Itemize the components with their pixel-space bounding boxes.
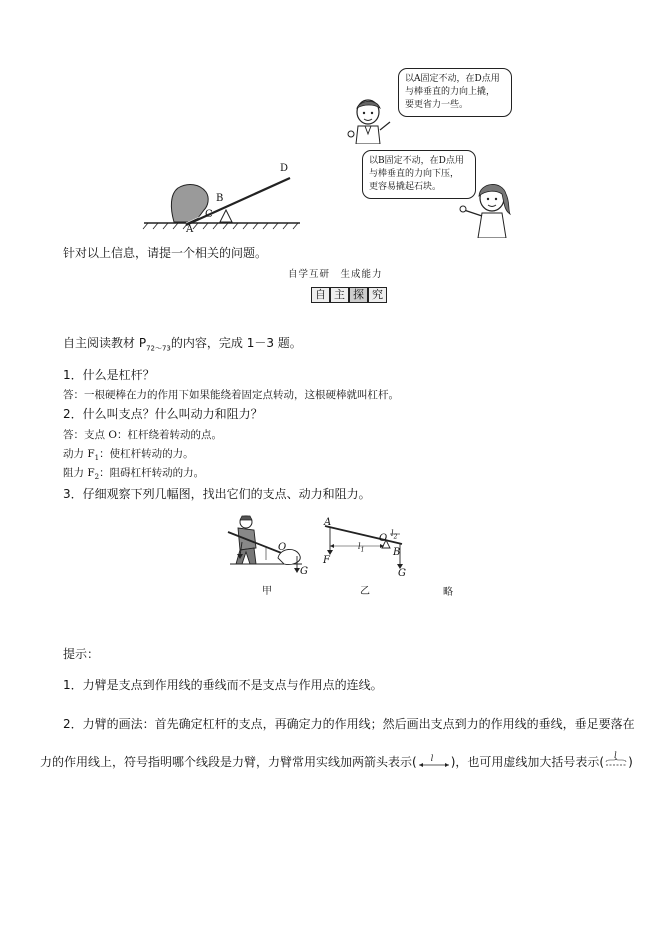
- speech-bubble-bottom: [362, 150, 476, 199]
- resist-sub: 2: [94, 473, 100, 482]
- yi-label-a: A: [324, 517, 332, 528]
- solid-arm-symbol: [417, 754, 451, 770]
- jia-label-o: O: [278, 542, 287, 553]
- bubble-bottom-line: 以B固定不动，在D点用: [369, 156, 464, 166]
- hint-2-text-b: )，也可用虚线加大括号表示(: [450, 755, 605, 769]
- dashed-arm-label: l: [614, 751, 617, 760]
- yi-l2-text: l: [391, 529, 394, 538]
- caption-jia: 甲: [262, 586, 272, 597]
- hints-title: 提示：: [63, 647, 100, 661]
- jia-label-g: G: [300, 566, 308, 577]
- q2-answer-effort: [63, 447, 194, 465]
- effort-prefix: 动力 F: [63, 448, 95, 460]
- badge-char: 自: [311, 287, 330, 303]
- caption-yi: 乙: [360, 586, 370, 597]
- hint-1: 1．力臂是支点到作用线的垂线而不是支点与作用点的连线。: [63, 678, 383, 692]
- q1-answer: 答：一根硬棒在力的作用下如果能绕着固定点转动，这根硬棒就叫杠杆。: [63, 389, 399, 401]
- yi-label-b: B: [393, 547, 401, 558]
- badge-char: 主: [330, 287, 349, 303]
- intro-suffix: 的内容，完成 1－3 题。: [170, 336, 302, 350]
- yi-label-o: O: [379, 533, 388, 544]
- q1-question: 1．什么是杠杆？: [63, 368, 155, 382]
- hint-2-line2: [40, 751, 633, 770]
- label-b: B: [216, 193, 224, 204]
- effort-suffix: ：使杠杆转动的力。: [99, 448, 194, 460]
- q3-question: 3．仔细观察下列几幅图，找出它们的支点、动力和阻力。: [63, 487, 371, 501]
- caption-lue: 略: [443, 587, 453, 598]
- yi-label-g: G: [398, 568, 406, 579]
- q2-answer-fulcrum: 答：支点 O：杠杆绕着转动的点。: [63, 429, 222, 441]
- label-c: C: [205, 209, 213, 220]
- solid-arm-label: l: [430, 754, 434, 763]
- dashed-arm-symbol: [604, 751, 628, 770]
- resist-suffix: ：阻碍杠杆转动的力。: [99, 467, 205, 479]
- effort-sub: 1: [94, 454, 100, 463]
- yi-l1-text: l: [358, 542, 361, 551]
- intro-prefix: 自主阅读教材 P: [63, 336, 147, 350]
- intro-pages: 72～73: [146, 344, 171, 353]
- prompt-question: 针对以上信息，请提一个相关的问题。: [63, 246, 268, 260]
- bubble-bottom-line: 与棒垂直的力向下压，: [369, 169, 460, 179]
- hint-2-text-c: ): [628, 755, 633, 769]
- boy-illustration: [346, 98, 394, 144]
- badge-char: 探: [349, 287, 368, 303]
- intro-line: [63, 335, 302, 356]
- section-subtitle: 自学互研 生成能力: [288, 269, 383, 280]
- bubble-top-line: 要更省力一些。: [405, 100, 469, 110]
- yi-label-l2: $l_2$: [391, 529, 398, 541]
- hint-2-line1: 2．力臂的画法：首先确定杠杆的支点，再确定力的作用线；然后画出支点到力的作用线的垂线，垂足要落在: [63, 717, 635, 731]
- resist-prefix: 阻力 F: [63, 467, 95, 479]
- yi-label-l1: $l_1$: [358, 542, 365, 554]
- q2-question: 2．什么叫支点？什么叫动力和阻力？: [63, 407, 263, 421]
- bubble-top-line: 与棒垂直的力向上撬，: [405, 87, 496, 97]
- q2-answer-resistance: [63, 466, 204, 484]
- hint-2-text-a: 力的作用线上，符号指明哪个线段是力臂，力臂常用实线加两箭头表示(: [40, 755, 417, 769]
- badge-char: 究: [368, 287, 387, 303]
- bubble-top-line: 以A固定不动，在D点用: [405, 74, 500, 84]
- speech-bubble-top: [398, 68, 512, 117]
- yi-label-f: F: [323, 555, 330, 566]
- section-badge: [311, 287, 387, 303]
- label-d: D: [280, 163, 289, 174]
- label-a: A: [186, 224, 194, 235]
- bubble-bottom-line: 更容易撬起石块。: [369, 182, 442, 192]
